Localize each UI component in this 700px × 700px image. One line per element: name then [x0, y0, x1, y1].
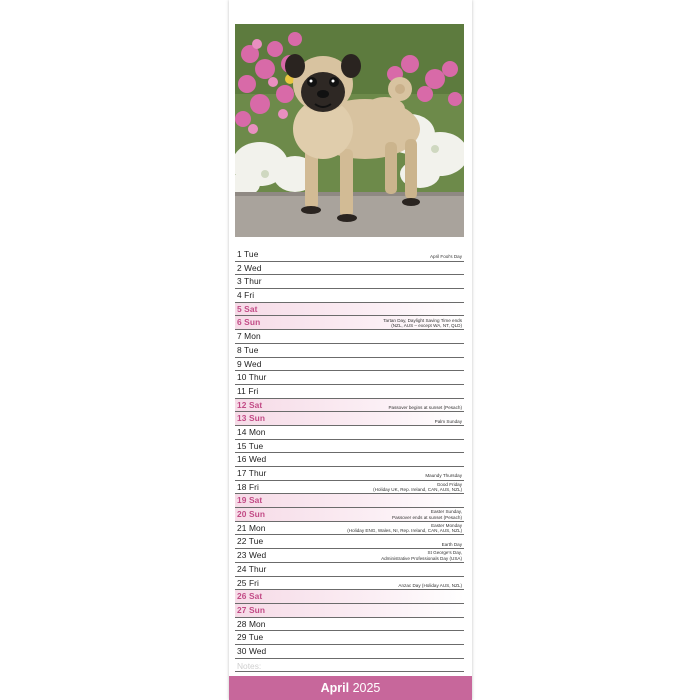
- day-label: 2 Wed: [237, 262, 262, 273]
- day-label: 29 Tue: [237, 632, 264, 643]
- day-row: [235, 549, 464, 563]
- day-label: 13 Sun: [237, 413, 266, 424]
- day-row: [235, 604, 464, 618]
- day-row: [235, 645, 464, 659]
- day-label: 17 Thur: [237, 468, 267, 478]
- day-row: [235, 440, 464, 454]
- day-label: 24 Thur: [237, 563, 267, 574]
- event-line: Palm Sunday: [434, 418, 462, 424]
- day-label: 22 Tue: [237, 536, 264, 547]
- day-row: [235, 453, 464, 467]
- day-label: 30 Wed: [237, 645, 267, 656]
- day-label: 19 Sat: [237, 495, 263, 506]
- day-label: 21 Mon: [237, 522, 266, 533]
- day-label: 16 Wed: [237, 454, 267, 465]
- day-event: [388, 405, 462, 410]
- day-label: 8 Tue: [237, 344, 259, 355]
- month-label: April: [320, 681, 350, 695]
- day-row: [235, 371, 464, 385]
- day-row: [235, 631, 464, 645]
- day-label: 28 Mon: [237, 618, 266, 629]
- day-row: [235, 330, 464, 344]
- day-label: 9 Wed: [237, 358, 262, 369]
- calendar-page: [229, 0, 472, 700]
- day-row: [235, 358, 464, 372]
- month-banner: [229, 676, 472, 700]
- day-label: 26 Sat: [237, 591, 263, 602]
- event-line: Passover ends at sunset (Pesach): [392, 514, 462, 520]
- day-event: [398, 583, 462, 588]
- day-label: 5 Sat: [237, 303, 258, 314]
- day-label: 1 Tue: [237, 249, 259, 259]
- day-row: [235, 248, 464, 262]
- day-row: [235, 481, 464, 495]
- day-row: [235, 590, 464, 604]
- day-label: 18 Fri: [237, 481, 260, 492]
- day-row: [235, 577, 464, 591]
- event-line: Easter Sunday,: [430, 509, 462, 515]
- day-row: [235, 262, 464, 276]
- day-row: [235, 618, 464, 632]
- day-row: [235, 385, 464, 399]
- day-row: [235, 494, 464, 508]
- day-label: 4 Fri: [237, 290, 255, 301]
- day-row: [235, 563, 464, 577]
- day-row: [235, 303, 464, 317]
- event-line: (Holiday ENG, Wales, NI, Rep. Ireland, CAN, AUS, NZL): [347, 528, 462, 534]
- event-line: Administrative Professionals Day (USA): [381, 555, 462, 561]
- day-row: [235, 522, 464, 536]
- event-line: April Fool's Day: [429, 254, 462, 260]
- day-row: [235, 535, 464, 549]
- day-label: 23 Wed: [237, 550, 267, 561]
- day-label: 25 Fri: [237, 577, 260, 588]
- day-row: [235, 289, 464, 303]
- day-label: 15 Tue: [237, 440, 264, 451]
- event-line: Anzac Day (Holiday AUS, NZL): [398, 582, 462, 588]
- day-row: [235, 275, 464, 289]
- day-label: 7 Mon: [237, 331, 261, 342]
- day-row: [235, 344, 464, 358]
- pug-photo-illustration: [235, 24, 464, 237]
- day-label: 10 Thur: [237, 372, 267, 383]
- event-line: (NZL, AUS – except WA, NT, QLD): [391, 322, 462, 328]
- day-row: [235, 412, 464, 426]
- event-line: Earth Day: [441, 541, 462, 547]
- day-event: [442, 542, 462, 547]
- event-line: Tartan Day, Daylight Saving Time ends: [383, 317, 462, 323]
- day-row: [235, 316, 464, 330]
- day-event: [347, 523, 462, 533]
- event-line: (Holiday UK, Rep. Ireland, CAN, AUS, NZL): [373, 487, 462, 493]
- day-event: [425, 473, 462, 478]
- day-label: 20 Sun: [237, 509, 266, 520]
- day-row: [235, 467, 464, 481]
- event-line: Good Friday: [436, 481, 462, 487]
- day-event: [430, 254, 462, 259]
- day-label: 12 Sat: [237, 399, 263, 410]
- day-event: [383, 318, 462, 328]
- event-line: St George's Day,: [427, 550, 462, 556]
- day-row: [235, 426, 464, 440]
- day-row: [235, 399, 464, 413]
- year-label: 2025: [352, 681, 381, 695]
- day-event: [381, 550, 462, 560]
- event-line: Maundy Thursday: [425, 473, 462, 479]
- day-event: [392, 509, 462, 519]
- day-event: [373, 482, 462, 492]
- event-line: Easter Monday: [431, 523, 462, 529]
- day-label: 27 Sun: [237, 604, 266, 615]
- notes-label: Notes:: [237, 660, 262, 671]
- day-label: 11 Fri: [237, 385, 259, 396]
- day-label: 3 Thur: [237, 276, 262, 287]
- day-list: [235, 248, 464, 675]
- pug-photo: [235, 24, 464, 237]
- event-line: Passover begins at sunset (Pesach): [388, 405, 462, 411]
- day-event: [435, 419, 462, 424]
- day-label: 14 Mon: [237, 426, 266, 437]
- day-label: 6 Sun: [237, 317, 261, 328]
- notes-row: [235, 659, 464, 673]
- day-row: [235, 508, 464, 522]
